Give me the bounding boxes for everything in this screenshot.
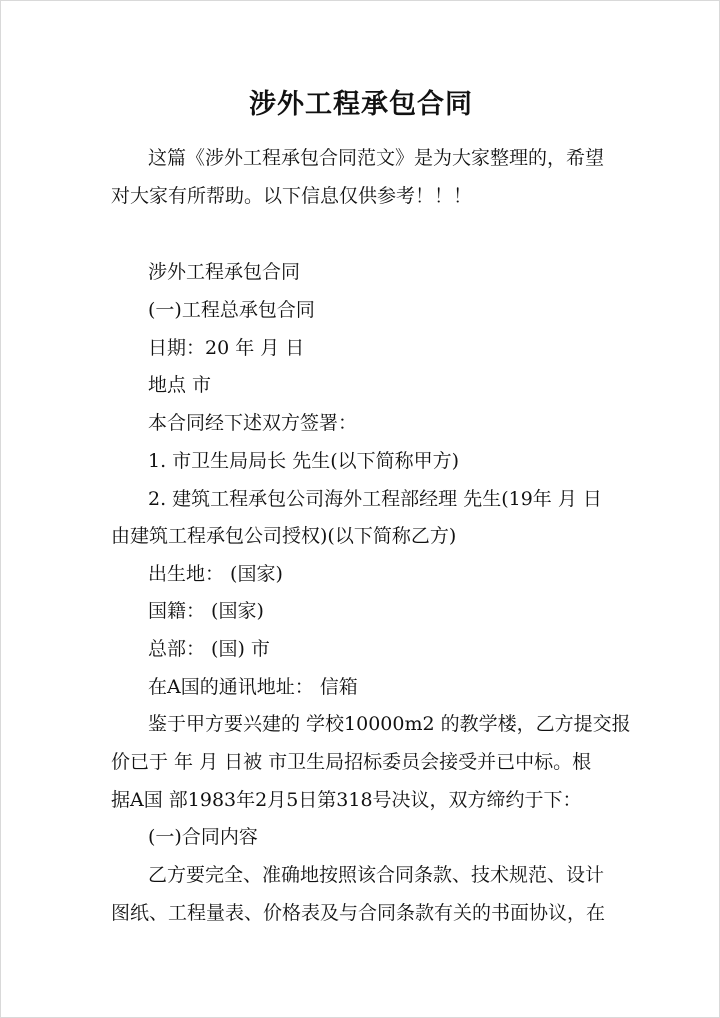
body-line: (一)工程总承包合同 — [148, 299, 315, 321]
body-line: (一)合同内容 — [148, 826, 258, 848]
body-line: 1. 市卫生局局长 先生(以下简称甲方) — [148, 450, 460, 472]
body-line: 据A国 部1983年2月5日第318号决议，双方缔约于下： — [111, 789, 582, 811]
body-line: 鉴于甲方要兴建的 学校10000m2 的教学楼，乙方提交报 — [148, 713, 631, 735]
body-line: 国籍： (国家) — [148, 600, 264, 622]
intro-line: 对大家有所帮助。以下信息仅供参考！！！ — [111, 185, 473, 207]
body-line: 乙方要完全、准确地按照该合同条款、技术规范、设计 — [148, 864, 605, 886]
body-line: 日期：20 年 月 日 — [148, 337, 305, 359]
body-line: 2. 建筑工程承包公司海外工程部经理 先生(19年 月 日 — [148, 488, 602, 510]
body-line: 由建筑工程承包公司授权)(以下简称乙方) — [111, 525, 457, 547]
body-line: 在A国的通讯地址： 信箱 — [148, 676, 358, 698]
intro-line: 这篇《涉外工程承包合同范文》是为大家整理的，希望 — [148, 147, 605, 169]
body-line: 出生地： (国家) — [148, 563, 283, 585]
body-line: 本合同经下述双方签署： — [148, 412, 358, 434]
body-line: 地点 市 — [148, 374, 212, 396]
body-line: 总部： (国) 市 — [148, 638, 270, 660]
body-line: 图纸、工程量表、价格表及与合同条款有关的书面协议，在 — [111, 902, 606, 924]
body-line: 涉外工程承包合同 — [148, 261, 301, 283]
body-line: 价已于 年 月 日被 市卫生局招标委员会接受并已中标。根 — [111, 751, 592, 773]
document-title: 涉外工程承包合同 — [249, 89, 473, 120]
